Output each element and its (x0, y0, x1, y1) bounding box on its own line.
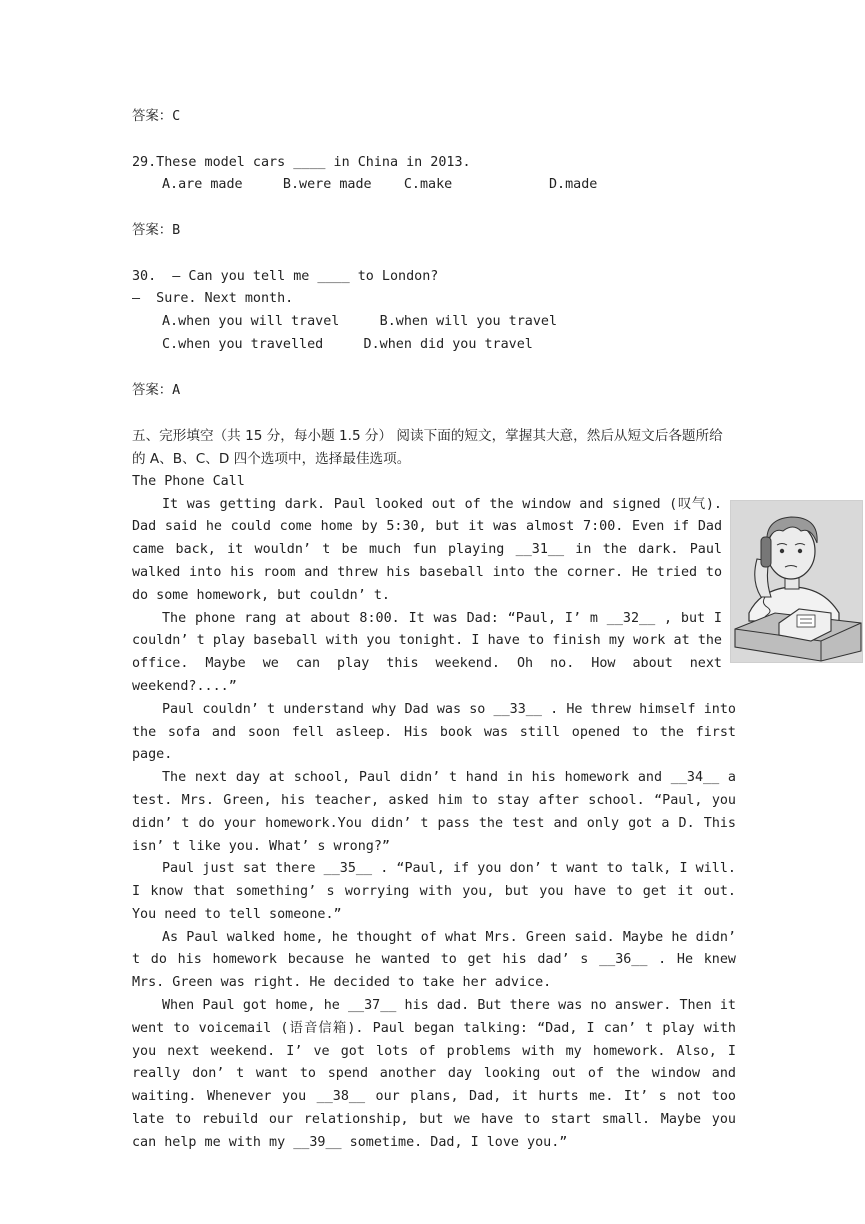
answer-30: 答案：A (132, 382, 181, 398)
passage-paragraph: As Paul walked home, he thought of what Mrs. Green said. Maybe he didn’ t do his homework because he wanted to get his dad’ s __36__ . He knew Mrs. Green was right. He decided to take her advice. (132, 929, 736, 991)
question-30-options-row1: A.when you will travel B.when will you travel (162, 314, 558, 330)
answer-29: 答案：B (132, 222, 181, 238)
passage-paragraph: Paul couldn’ t understand why Dad was so __33__ . He threw himself into the sofa and soon fell asleep. His book was still opened to the first page. (132, 701, 736, 763)
passage-paragraph: It was getting dark. Paul looked out of the window and signed (叹气). Dad said he could come home by 5:30, but it was almost 7:00. Even if Dad came back, it wouldn’ t be much fun playing __31__ in the dark. Paul walked into his room and threw his baseball into the corner. He tried to do some homework, but couldn’ t. (132, 496, 722, 603)
question-29-options: A.are made B.were made C.make D.made (162, 177, 598, 193)
question-30-options-row2: C.when you travelled D.when did you travel (162, 336, 533, 352)
section-heading: 五、完形填空（共 15 分，每小题 1.5 分） 阅读下面的短文，掌握其大意，然后从短文后各题所给的 A、B、C、D 四个选项中，选择最佳选项。 (132, 428, 723, 467)
passage-paragraph: The next day at school, Paul didn’ t hand in his homework and __34__ a test. Mrs. Green, his teacher, asked him to stay after school. “Paul, you didn’ t do your homework.You didn’ t pass the test and only got a D. This isn’ t like you. What’ s wrong?” (132, 770, 736, 854)
passage-paragraph: When Paul got home, he __37__ his dad. But there was no answer. Then it went to voicemail (语音信箱). Paul began talking: “Dad, I can’ t play with you next weekend. I’ ve got lots of problems with my homework. Also, I really don’ t want to spend another day looking out of the window and waiting. Whenever you __38__ our plans, Dad, it hurts me. It’ s not too late to rebuild our relationship, but we have to start small. Maybe you can help me with my __39__ sometime. Dad, I love you.” (132, 998, 736, 1150)
document-body (132, 106, 736, 1155)
question-30-stem: 30. – Can you tell me ____ to London? (132, 268, 439, 284)
question-30-reply: – Sure. Next month. (132, 291, 294, 307)
boy-on-phone-illustration (730, 500, 863, 663)
passage-paragraph: Paul just sat there __35__ . “Paul, if you don’ t want to talk, I will. I know that something’ s worrying with you, but you have to get it out. You need to tell someone.” (132, 861, 736, 922)
answer-28: 答案：C (132, 109, 181, 124)
passage-title: The Phone Call (132, 473, 245, 489)
question-29-stem: 29.These model cars ____ in China in 2013. (132, 154, 471, 170)
passage-paragraph: The phone rang at about 8:00. It was Dad: “Paul, I’ m __32__ , but I couldn’ t play baseball with you tonight. I have to finish my work at the office. Maybe we can play this weekend. Oh no. How about next weekend?....” (132, 610, 722, 694)
